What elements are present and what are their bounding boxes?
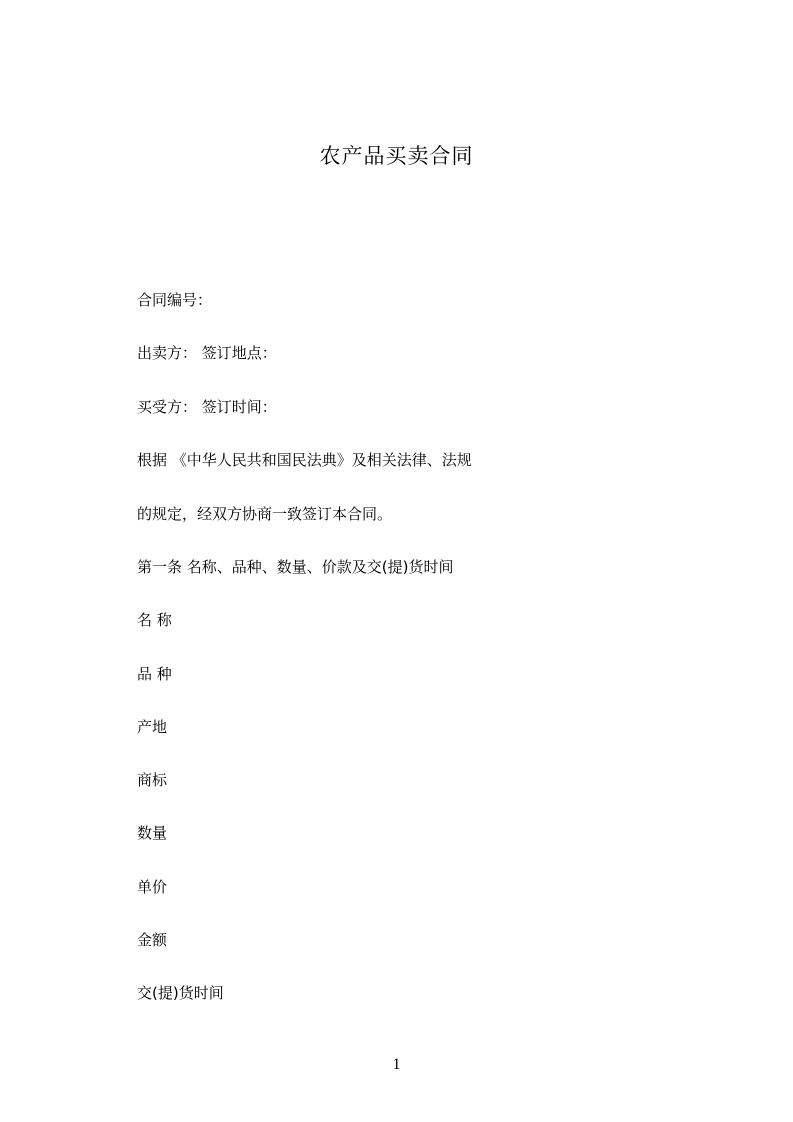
- buyer-and-signing-time-line: 买受方： 签订时间：: [137, 398, 277, 416]
- field-amount: 金额: [137, 931, 168, 949]
- field-trademark: 商标: [137, 771, 168, 789]
- field-variety: 品 种: [137, 665, 172, 683]
- seller-and-signing-place-line: 出卖方： 签订地点：: [137, 344, 277, 362]
- field-name: 名 称: [137, 611, 172, 629]
- legal-basis-line-2: 的规定，经双方协商一致签订本合同。: [137, 505, 393, 523]
- page-number: 1: [392, 1056, 401, 1073]
- document-title: 农产品买卖合同: [319, 144, 474, 168]
- article-1-heading: 第一条 名称、品种、数量、价款及交(提)货时间: [137, 558, 454, 576]
- contract-number-line: 合同编号：: [137, 291, 213, 309]
- field-unit-price: 单价: [137, 878, 168, 896]
- legal-basis-line-1: 根据 《中华人民共和国民法典》及相关法律、法规: [137, 451, 472, 469]
- field-quantity: 数量: [137, 824, 168, 842]
- field-delivery-time: 交(提)货时间: [137, 984, 224, 1002]
- field-origin: 产地: [137, 718, 168, 736]
